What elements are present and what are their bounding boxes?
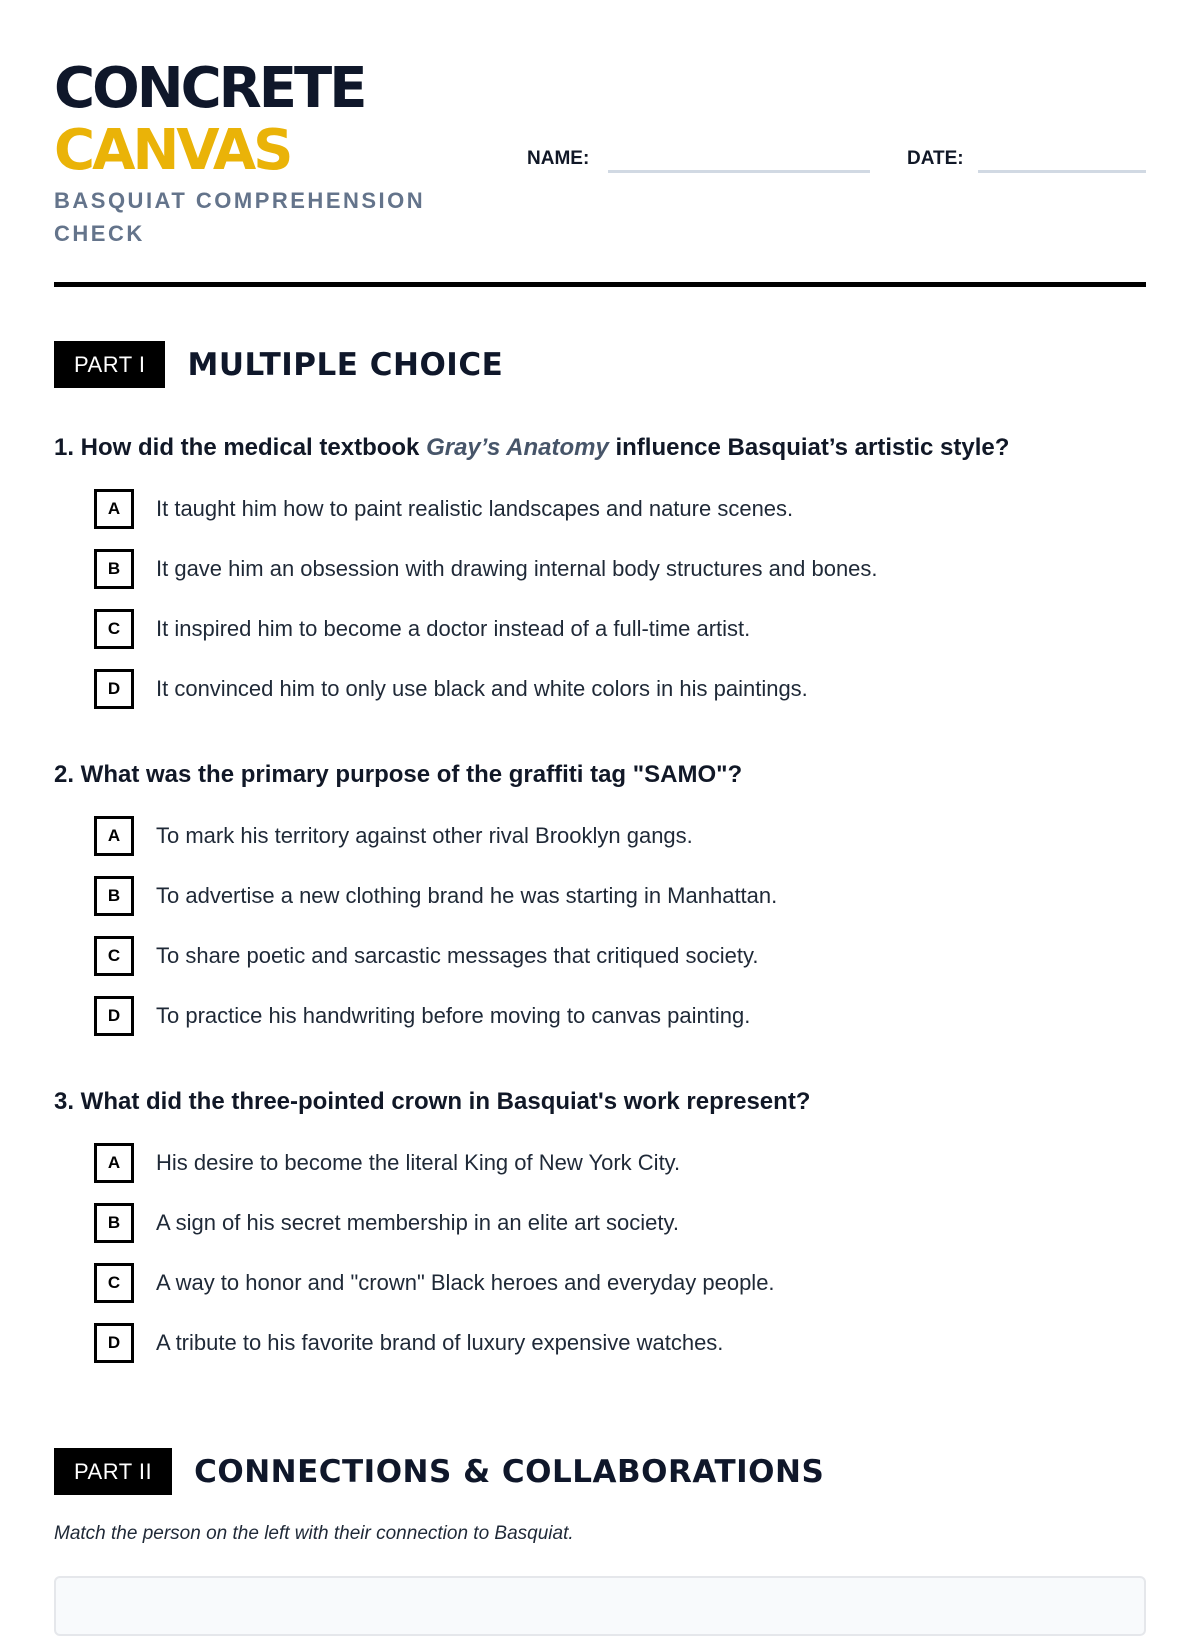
option-letter-box[interactable]: D (94, 996, 134, 1036)
option-letter-box[interactable]: A (94, 1143, 134, 1183)
option-2b[interactable] (94, 876, 777, 916)
option-text: It taught him how to paint realistic landscapes and nature scenes. (156, 496, 794, 521)
header-divider (54, 282, 1146, 287)
option-text: His desire to become the literal King of New York City. (156, 1150, 681, 1175)
option-text: A sign of his secret membership in an elite art society. (156, 1210, 679, 1235)
option-letter-box[interactable]: B (94, 1203, 134, 1243)
option-letter-box[interactable]: D (94, 669, 134, 709)
option-3a[interactable] (94, 1143, 680, 1183)
option-2c[interactable] (94, 936, 758, 976)
question-1-prefix: 1. How did the medical textbook (54, 434, 427, 461)
option-letter-box[interactable]: C (94, 936, 134, 976)
date-field[interactable] (978, 170, 1146, 173)
date-label: DATE: (907, 148, 964, 169)
option-letter-box[interactable]: D (94, 1323, 134, 1363)
option-letter-box[interactable]: C (94, 609, 134, 649)
question-1-suffix: influence Basquiat’s artistic style? (608, 434, 1010, 461)
option-3c[interactable] (94, 1263, 775, 1303)
name-label: NAME: (527, 148, 590, 169)
option-2a[interactable] (94, 816, 693, 856)
worksheet-subtitle: BASQUIAT COMPREHENSION CHECK (54, 188, 426, 246)
name-field[interactable] (608, 170, 870, 173)
question-1-text (54, 433, 1146, 463)
option-text: To practice his handwriting before moving to canvas painting. (156, 1003, 751, 1028)
option-3b[interactable] (94, 1203, 679, 1243)
option-text: A tribute to his favorite brand of luxury expensive watches. (156, 1330, 724, 1355)
option-text: It inspired him to become a doctor instead of a full-time artist. (156, 616, 751, 641)
option-text: A way to honor and "crown" Black heroes and everyday people. (156, 1270, 775, 1295)
title-concrete: CONCRETE (54, 56, 365, 121)
title-canvas: CANVAS (54, 118, 291, 183)
option-3d[interactable] (94, 1323, 723, 1363)
part2-tag: PART II (54, 1448, 172, 1495)
part1-title: MULTIPLE CHOICE (187, 346, 504, 383)
part1-tag: PART I (54, 341, 165, 388)
option-letter-box[interactable]: B (94, 549, 134, 589)
option-letter-box[interactable]: A (94, 816, 134, 856)
brand-block (54, 58, 514, 250)
option-letter-box[interactable]: C (94, 1263, 134, 1303)
option-text: To share poetic and sarcastic messages that critiqued society. (156, 943, 759, 968)
option-text: To mark his territory against other rival Brooklyn gangs. (156, 823, 693, 848)
question-2-text: 2. What was the primary purpose of the graffiti tag "SAMO"? (54, 761, 743, 788)
option-letter-box[interactable]: A (94, 489, 134, 529)
part2-header (54, 1448, 824, 1495)
matching-panel (54, 1576, 1146, 1636)
option-2d[interactable] (94, 996, 750, 1036)
option-1d[interactable] (94, 669, 808, 709)
question-3-text: 3. What did the three-pointed crown in Basquiat's work represent? (54, 1088, 811, 1115)
option-text: To advertise a new clothing brand he was starting in Manhattan. (156, 883, 778, 908)
part2-instructions: Match the person on the left with their connection to Basquiat. (54, 1523, 574, 1544)
option-text: It gave him an obsession with drawing internal body structures and bones. (156, 556, 878, 581)
part1-header (54, 341, 503, 388)
question-3 (54, 1087, 1146, 1355)
part2-title: CONNECTIONS & COLLABORATIONS (194, 1453, 825, 1490)
option-1a[interactable] (94, 489, 793, 529)
question-2 (54, 760, 1146, 1028)
option-text: It convinced him to only use black and white colors in his paintings. (156, 676, 808, 701)
question-1-book-title: Gray’s Anatomy (426, 434, 609, 461)
question-1 (54, 433, 1146, 701)
name-date-fields (527, 146, 1146, 176)
option-1b[interactable] (94, 549, 878, 589)
option-letter-box[interactable]: B (94, 876, 134, 916)
option-1c[interactable] (94, 609, 750, 649)
